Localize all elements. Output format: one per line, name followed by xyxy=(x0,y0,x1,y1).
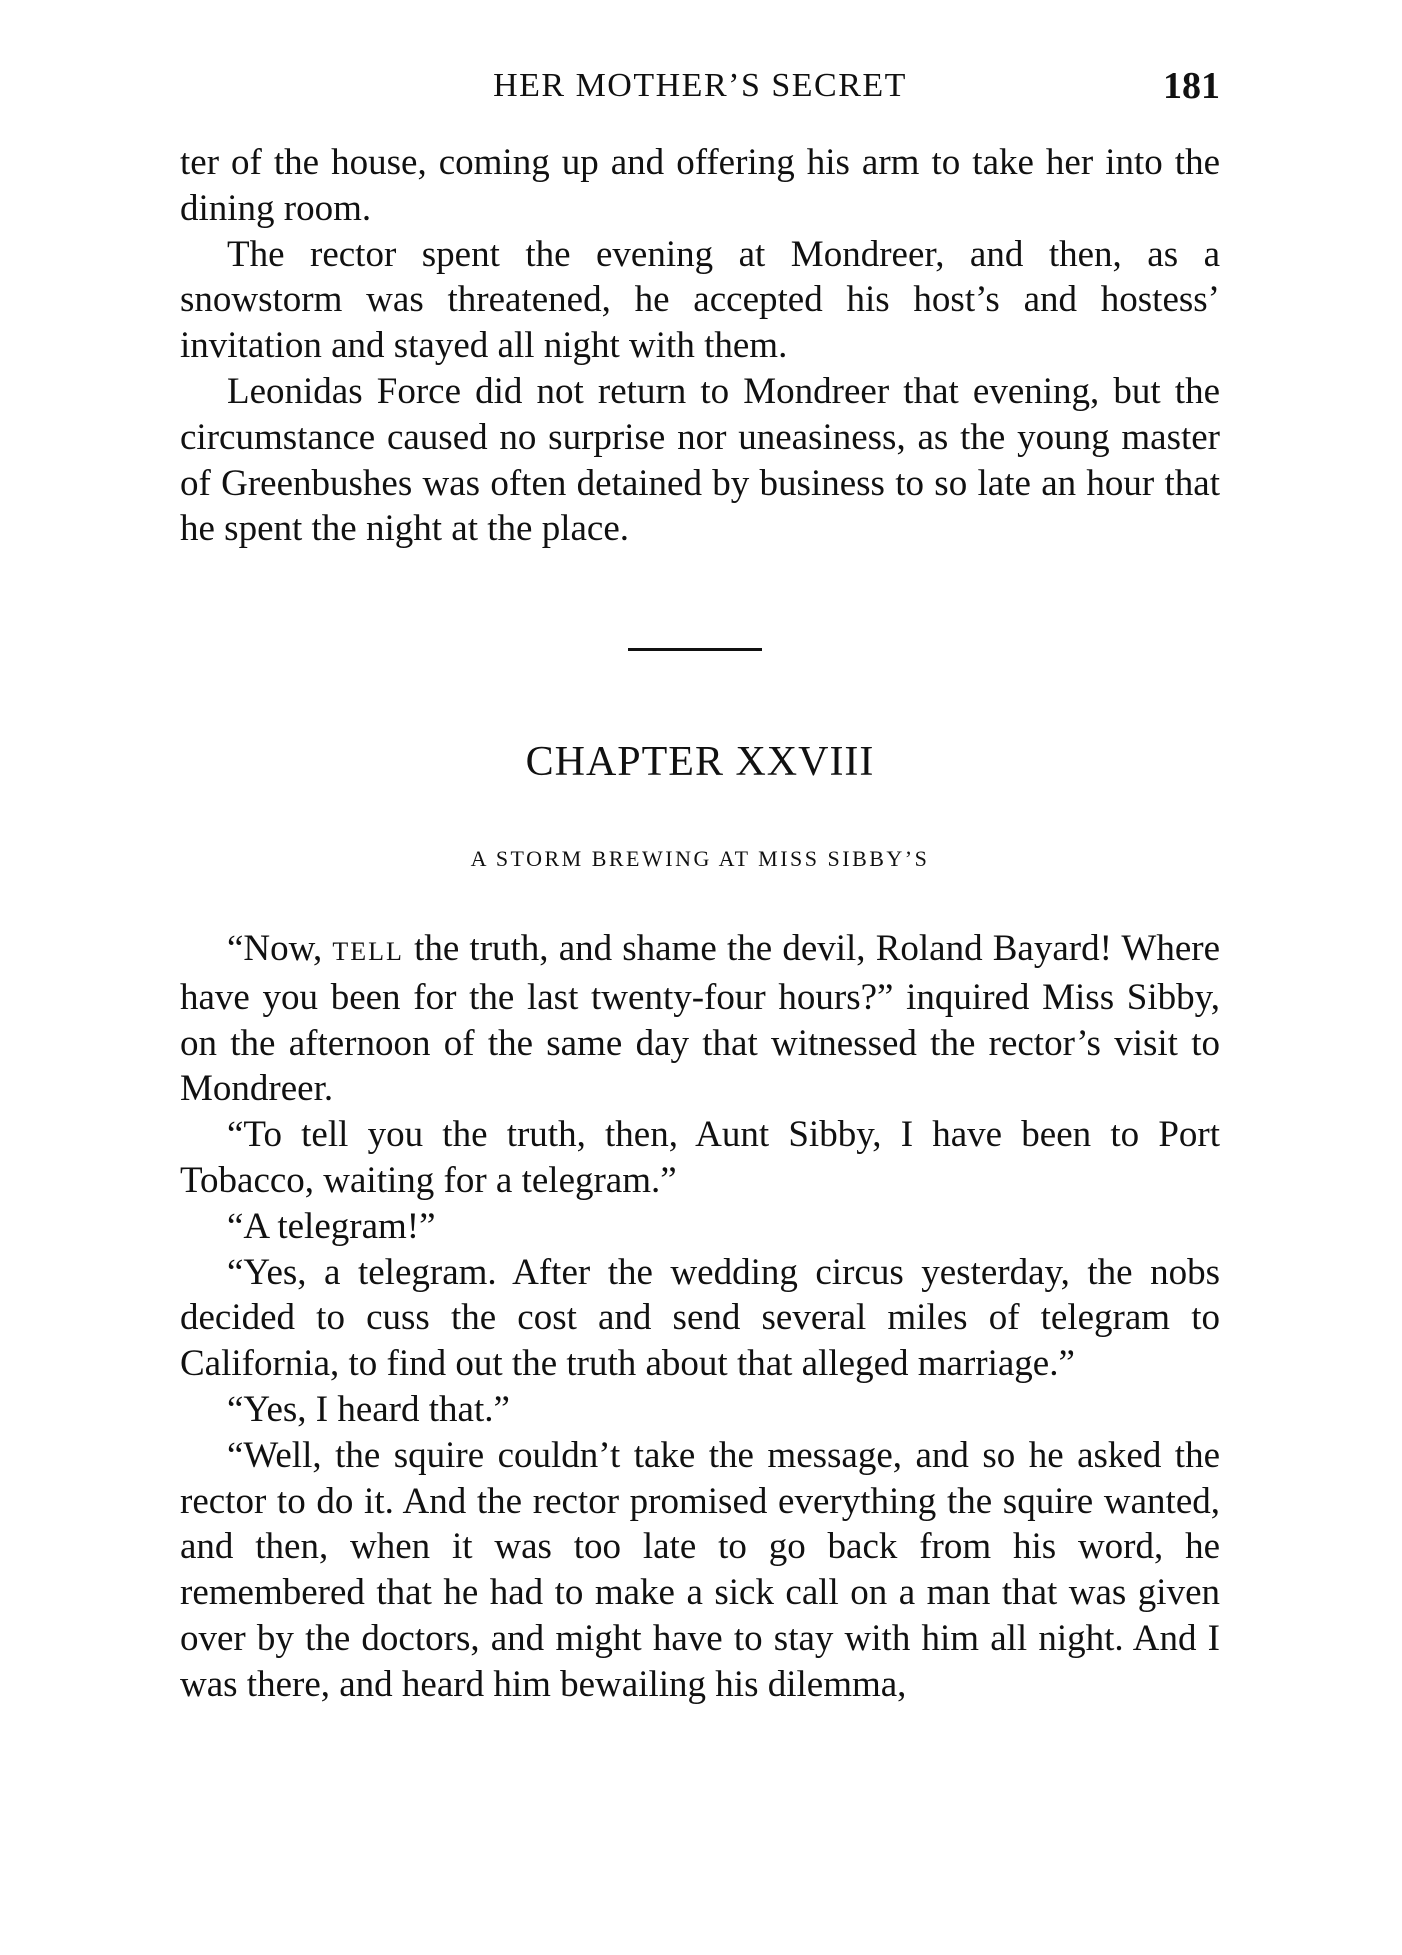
running-title: HER MOTHER’S SECRET xyxy=(493,67,907,104)
chapter-subtitle: A STORM BREWING AT MISS SIBBY’S xyxy=(470,846,930,871)
paragraph: “Yes, I heard that.” xyxy=(227,1388,510,1430)
paragraph: “Yes, a telegram. After the wedding circus yesterday, the nobs decided to cuss the cost and send several miles of telegram to California, to find out the truth about that alleged marriage.” xyxy=(180,1251,1220,1385)
paragraph: ter of the house, coming up and offering his arm to take her into the dining room. xyxy=(180,142,1220,229)
paragraph: “To tell you the truth, then, Aunt Sibby, I have been to Port Tobacco, waiting for a telegram.” xyxy=(180,1114,1220,1201)
paragraph: Leonidas Force did not return to Mondreer that evening, but the circumstance caused no surprise nor uneasiness, as the young master of Greenbushes was often detained by business to so late an hour that he spent the night at the place. xyxy=(180,370,1220,550)
small-caps-word: TELL xyxy=(332,937,404,966)
page-number: 181 xyxy=(1163,65,1220,107)
paragraph xyxy=(180,926,1220,1112)
top-text-block xyxy=(180,140,1220,552)
paragraph-opening: “Now, xyxy=(227,928,323,969)
paragraph: “A telegram!” xyxy=(227,1205,436,1247)
paragraph: The rector spent the evening at Mondreer, and then, as a snowstorm was threatened, he accepted his host’s and hostess’ invitation and stayed all night with them. xyxy=(180,233,1220,367)
paragraph-rest: the truth, and shame the devil, Roland Bayard! Where have you been for the last twenty-four hours?” inquired Miss Sibby, on the afternoon of the same day that witnessed the rector’s visit to Mondreer. xyxy=(180,928,1220,1110)
running-header xyxy=(180,58,1220,114)
chapter-text-block xyxy=(180,926,1220,1708)
section-divider xyxy=(628,648,762,651)
chapter-title: CHAPTER XXVIII xyxy=(525,739,875,785)
paragraph: “Well, the squire couldn’t take the message, and so he asked the rector to do it. And the rector promised everything the squire wanted, and then, when it was too late to go back from his word, he remembered that he had to make a sick call on a man that was given over by the doctors, and might have to stay with him all night. And I was there, and heard him bewailing his dilemma, xyxy=(180,1434,1220,1705)
